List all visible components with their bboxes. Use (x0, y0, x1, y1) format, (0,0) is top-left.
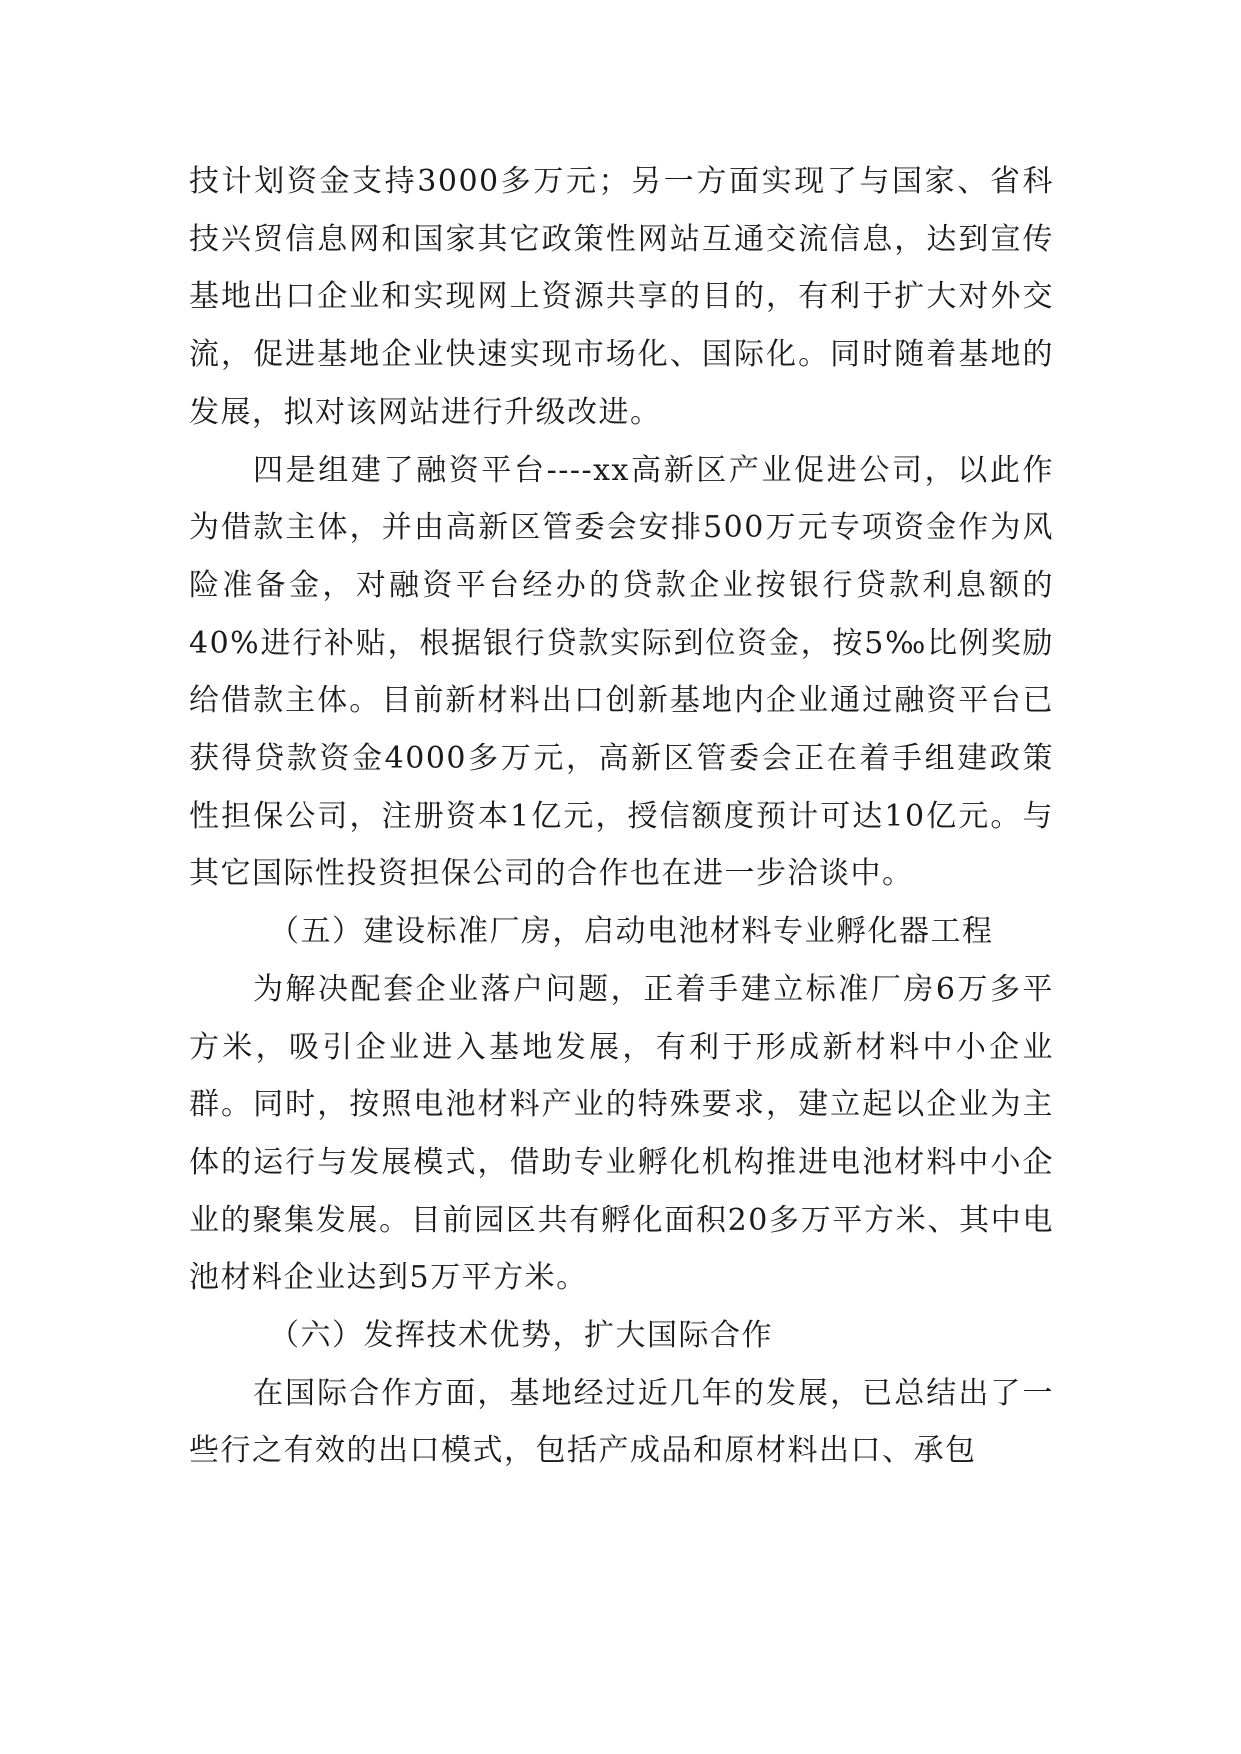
paragraph-financing-platform: 四是组建了融资平台----xx高新区产业促进公司，以此作为借款主体，并由高新区管委会安排500万元专项资金作为风险准备金，对融资平台经办的贷款企业按银行贷款利息额的40%进行补贴，根据银行贷款实际到位资金，按5‰比例奖励给借款主体。目前新材料出口创新基地内企业通过融资平台已获得贷款资金4000多万元，高新区管委会正在着手组建政策性担保公司，注册资本1亿元，授信额度预计可达10亿元。与其它国际性投资担保公司的合作也在进一步洽谈中。 (189, 452, 1054, 892)
section-heading-six: （六）发挥技术优势，扩大国际合作 (269, 1318, 773, 1354)
section-heading-five: （五）建设标准厂房，启动电池材料专业孵化器工程 (269, 914, 994, 950)
paragraph-continuation: 技计划资金支持3000多万元；另一方面实现了与国家、省科技兴贸信息网和国家其它政策性网站互通交流信息，达到宣传基地出口企业和实现网上资源共享的目的，有利于扩大对外交流，促进基地企业快速实现市场化、国际化。同时随着基地的发展，拟对该网站进行升级改进。 (189, 164, 1054, 430)
paragraph-international-cooperation: 在国际合作方面，基地经过近几年的发展，已总结出了一些行之有效的出口模式，包括产成品和原材料出口、承包 (189, 1375, 1054, 1469)
document-body (189, 153, 1054, 1480)
paragraph-standard-factory: 为解决配套企业落户问题，正着手建立标准厂房6万多平方米，吸引企业进入基地发展，有利于形成新材料中小企业群。同时，按照电池材料产业的特殊要求，建立起以企业为主体的运行与发展模式，借助专业孵化机构推进电池材料中小企业的聚集发展。目前园区共有孵化面积20多万平方米、其中电池材料企业达到5万平方米。 (189, 971, 1054, 1296)
